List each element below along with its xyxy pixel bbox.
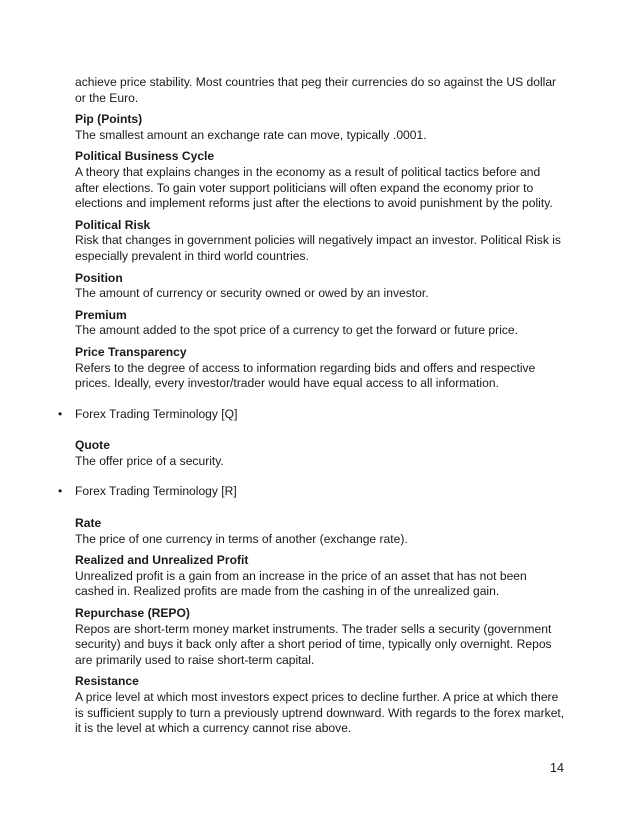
bullet-icon: • — [58, 484, 63, 499]
term-title: Repurchase (REPO) — [75, 606, 190, 621]
intro-paragraph: achieve price stability. Most countries that peg their currencies do so against the US dollar or the Euro. — [75, 75, 557, 105]
bullet-icon: • — [58, 406, 63, 421]
term-definition: The price of one currency in terms of another (exchange rate). — [75, 531, 408, 546]
term-definition: Refers to the degree of access to information regarding bids and offers and respective prices. Ideally, every investor/trader would have equal access to all information. — [75, 360, 536, 391]
page-number: 14 — [550, 761, 564, 775]
term-title: Price Transparency — [75, 344, 187, 359]
term-title: Quote — [75, 438, 110, 453]
glossary-entry-quote — [75, 438, 567, 469]
glossary-entry-rate — [75, 516, 567, 547]
glossary-entry-premium — [75, 308, 567, 339]
term-title: Political Business Cycle — [75, 149, 215, 164]
term-title: Premium — [75, 307, 127, 322]
term-definition: The smallest amount an exchange rate can move, typically .0001. — [75, 127, 427, 142]
term-definition: The offer price of a security. — [75, 453, 224, 468]
section-heading-q — [58, 406, 567, 423]
term-definition: The amount of currency or security owned or owed by an investor. — [75, 286, 429, 301]
term-title: Political Risk — [75, 217, 151, 232]
term-definition: A theory that explains changes in the economy as a result of political tactics before and after elections. To gain voter support politicians will often expand the economy prior to elections and implement reforms just after the elections to avoid punishment by the polity. — [75, 164, 553, 211]
section-heading-r — [58, 484, 567, 500]
term-title: Position — [75, 270, 123, 285]
glossary-entry-resistance — [75, 674, 567, 736]
glossary-entry-political-business-cycle — [75, 149, 567, 211]
section-heading-text: Forex Trading Terminology [Q] — [75, 406, 238, 421]
glossary-entry-political-risk — [75, 218, 567, 265]
term-title: Realized and Unrealized Profit — [75, 553, 249, 568]
glossary-entry-price-transparency — [75, 345, 567, 392]
term-definition: The amount added to the spot price of a currency to get the forward or future price. — [75, 323, 519, 338]
glossary-entry-realized-unrealized-profit — [75, 553, 567, 600]
term-title: Rate — [75, 516, 102, 531]
term-definition: Repos are short-term money market instruments. The trader sells a security (government security) and buys it back only after a short period of time, typically only overnight. Repos are primarily used to raise short-term capital. — [75, 621, 552, 667]
glossary-entry-position — [75, 271, 567, 302]
term-title: Pip (Points) — [75, 112, 143, 127]
term-title: Resistance — [75, 674, 139, 689]
term-definition: Unrealized profit is a gain from an increase in the price of an asset that has not been cashed in. Realized profits are made from the cashing in of the unrealized gain. — [75, 568, 527, 599]
glossary-entry-repurchase — [75, 606, 567, 668]
term-definition: Risk that changes in government policies will negatively impact an investor. Political Risk is especially prevalent in third world countries. — [75, 233, 561, 263]
section-heading-text: Forex Trading Terminology [R] — [75, 484, 237, 499]
page-content — [58, 75, 567, 737]
term-definition: A price level at which most investors expect prices to decline further. A price at which there is sufficient supply to turn a previously uptrend downward. With regards to the forex market, it is the level at which a currency cannot rise above. — [75, 690, 565, 736]
glossary-entry-pip — [75, 112, 567, 143]
